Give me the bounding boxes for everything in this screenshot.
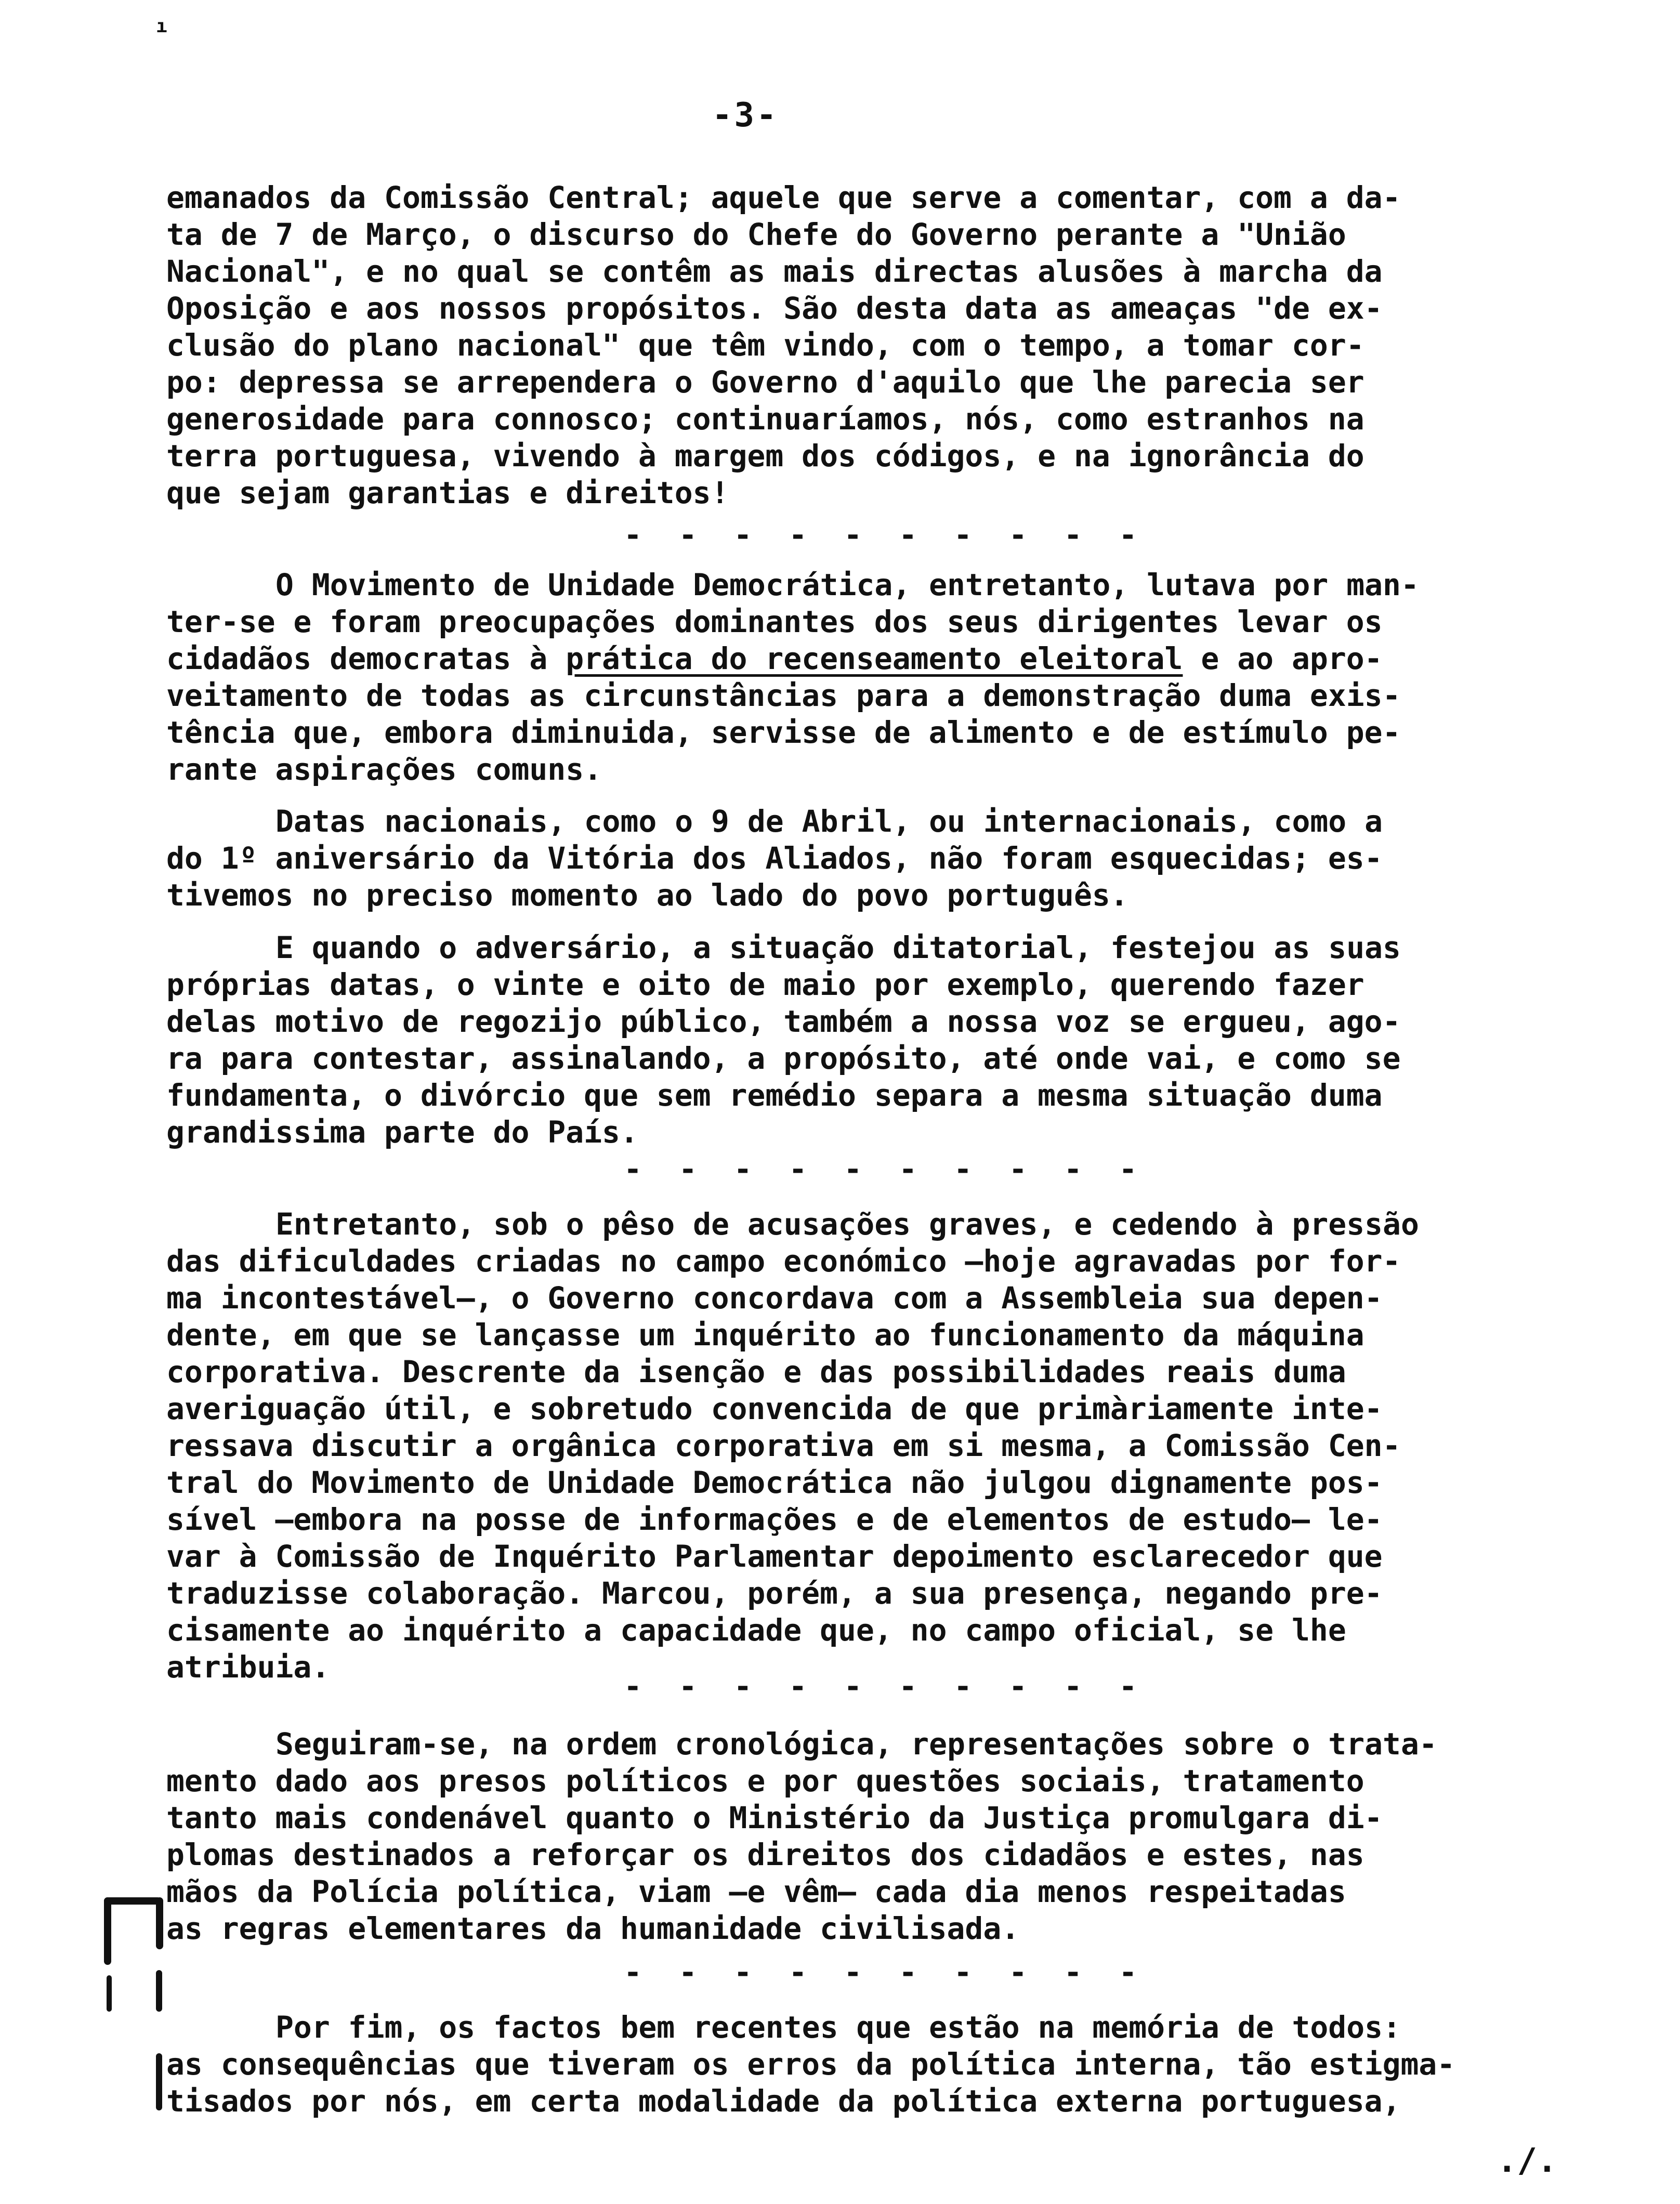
- section-1: [166, 179, 1622, 511]
- text-line: ta de 7 de Março, o discurso do Chefe do Governo perante a "União: [166, 217, 1346, 252]
- text-line: Datas nacionais, como o 9 de Abril, ou internacionais, como a: [275, 804, 1383, 839]
- text-line: delas motivo de regozijo público, também a nossa voz se ergueu, ago-: [166, 1004, 1401, 1039]
- text-line: traduzisse colaboração. Marcou, porém, a sua presença, negando pre-: [166, 1576, 1383, 1611]
- text-line: Nacional", e no qual se contêm as mais directas alusões à marcha da: [166, 254, 1383, 289]
- text-line: rante aspirações comuns.: [166, 752, 602, 787]
- text-line: as regras elementares da humanidade civilisada.: [166, 1911, 1020, 1946]
- text-line: tivemos no preciso momento ao lado do povo português.: [166, 877, 1128, 913]
- text-line: po: depressa se arrependera o Governo d'aquilo que lhe parecia ser: [166, 364, 1364, 400]
- text-line: Por fim, os factos bem recentes que estão na memória de todos:: [275, 2010, 1401, 2045]
- text-line: mãos da Polícia política, viam —e vêm— cada dia menos respeitadas: [166, 1874, 1346, 1909]
- text-line: terra portuguesa, vivendo à margem dos códigos, e na ignorância do: [166, 438, 1364, 474]
- continuation-mark: ./.: [1497, 2142, 1557, 2180]
- margin-bracket-mark: [104, 1897, 111, 1965]
- text-line: clusão do plano nacional" que têm vindo, com o tempo, a tomar cor-: [166, 327, 1364, 363]
- text-line: veitamento de todas as circunstâncias para a demonstração duma exis-: [166, 678, 1401, 713]
- text-line: [166, 640, 1622, 677]
- text-line: tisados por nós, em certa modalidade da política externa portuguesa,: [166, 2083, 1401, 2119]
- text-line: mento dado aos presos políticos e por questões sociais, tratamento: [166, 1763, 1364, 1799]
- text-line: as consequências que tiveram os erros da política interna, tão estigma-: [166, 2046, 1455, 2082]
- text-line: fundamenta, o divórcio que sem remédio separa a mesma situação duma: [166, 1078, 1383, 1113]
- text-line: sível —embora na posse de informações e de elementos de estudo— le-: [166, 1502, 1383, 1537]
- text-line: plomas destinados a reforçar os direitos dos cidadãos e estes, nas: [166, 1837, 1364, 1872]
- page-number: -3-: [712, 96, 779, 135]
- text-line: grandissima parte do País.: [166, 1114, 638, 1150]
- text-line: cisamente ao inquérito a capacidade que, no campo oficial, se lhe: [166, 1612, 1346, 1648]
- paragraph-adversario: [166, 929, 1622, 1151]
- section-separator: - - - - - - - - - -: [624, 1151, 1147, 1187]
- text-line: das dificuldades criadas no campo económico —hoje agravadas por for-: [166, 1243, 1401, 1279]
- stray-mark: ı: [156, 16, 167, 37]
- text-line: ter-se e foram preocupações dominantes dos seus dirigentes levar os: [166, 604, 1383, 639]
- margin-tick: [107, 1975, 112, 2012]
- text-line: Oposição e aos nossos propósitos. São desta data as ameaças "de ex-: [166, 291, 1383, 326]
- text-line: tência que, embora diminuida, servisse de alimento e de estímulo pe-: [166, 715, 1401, 750]
- text-line: var à Comissão de Inquérito Parlamentar depoimento esclarecedor que: [166, 1539, 1383, 1574]
- margin-bracket-right: [156, 1897, 163, 1949]
- text-line: O Movimento de Unidade Democrática, entretanto, lutava por man-: [275, 567, 1419, 602]
- section-5: [166, 2009, 1622, 2120]
- text-line: que sejam garantias e direitos!: [166, 475, 729, 510]
- section-separator: - - - - - - - - - -: [624, 517, 1147, 553]
- text-line: ressava discutir a orgânica corporativa em si mesma, a Comissão Cen-: [166, 1428, 1401, 1463]
- text-line: tanto mais condenável quanto o Ministério da Justiça promulgara di-: [166, 1800, 1383, 1835]
- text-line: atribuia.: [166, 1649, 330, 1685]
- text-line: corporativa. Descrente da isenção e das possibilidades reais duma: [166, 1354, 1346, 1389]
- section-3: [166, 1206, 1622, 1686]
- text-fragment: e ao apro-: [1183, 641, 1383, 676]
- section-separator: - - - - - - - - - -: [624, 1669, 1147, 1704]
- text-line: E quando o adversário, a situação ditatorial, festejou as suas: [275, 930, 1401, 965]
- text-line: do 1º aniversário da Vitória dos Aliados, não foram esquecidas; es-: [166, 841, 1383, 876]
- text-line: averiguação útil, e sobretudo convencida de que primàriamente inte-: [166, 1391, 1383, 1426]
- text-line: generosidade para connosco; continuaríamos, nós, como estranhos na: [166, 401, 1364, 437]
- underlined-phrase: prática do recenseamento eleitoral: [566, 641, 1183, 676]
- margin-tick: [156, 1970, 162, 2012]
- text-line: ma incontestável—, o Governo concordava com a Assembleia sua depen-: [166, 1280, 1383, 1316]
- text-line: emanados da Comissão Central; aquele que serve a comentar, com a da-: [166, 180, 1401, 215]
- section-2: [166, 567, 1622, 788]
- paragraph-datas: [166, 803, 1622, 914]
- text-line: Entretanto, sob o pêso de acusações graves, e cedendo à pressão: [275, 1206, 1419, 1242]
- text-line: dente, em que se lançasse um inquérito ao funcionamento da máquina: [166, 1317, 1364, 1353]
- text-line: ra para contestar, assinalando, a propósito, até onde vai, e como se: [166, 1041, 1401, 1076]
- text-line: próprias datas, o vinte e oito de maio por exemplo, querendo fazer: [166, 967, 1364, 1002]
- section-separator: - - - - - - - - - -: [624, 1954, 1147, 1990]
- text-line: Seguiram-se, na ordem cronológica, representações sobre o trata-: [275, 1726, 1437, 1762]
- margin-bracket-top: [104, 1897, 161, 1905]
- margin-tick: [156, 2053, 162, 2110]
- text-fragment: cidadãos democratas à: [166, 641, 566, 676]
- text-line: tral do Movimento de Unidade Democrática não julgou dignamente pos-: [166, 1465, 1383, 1500]
- section-4: [166, 1726, 1622, 1947]
